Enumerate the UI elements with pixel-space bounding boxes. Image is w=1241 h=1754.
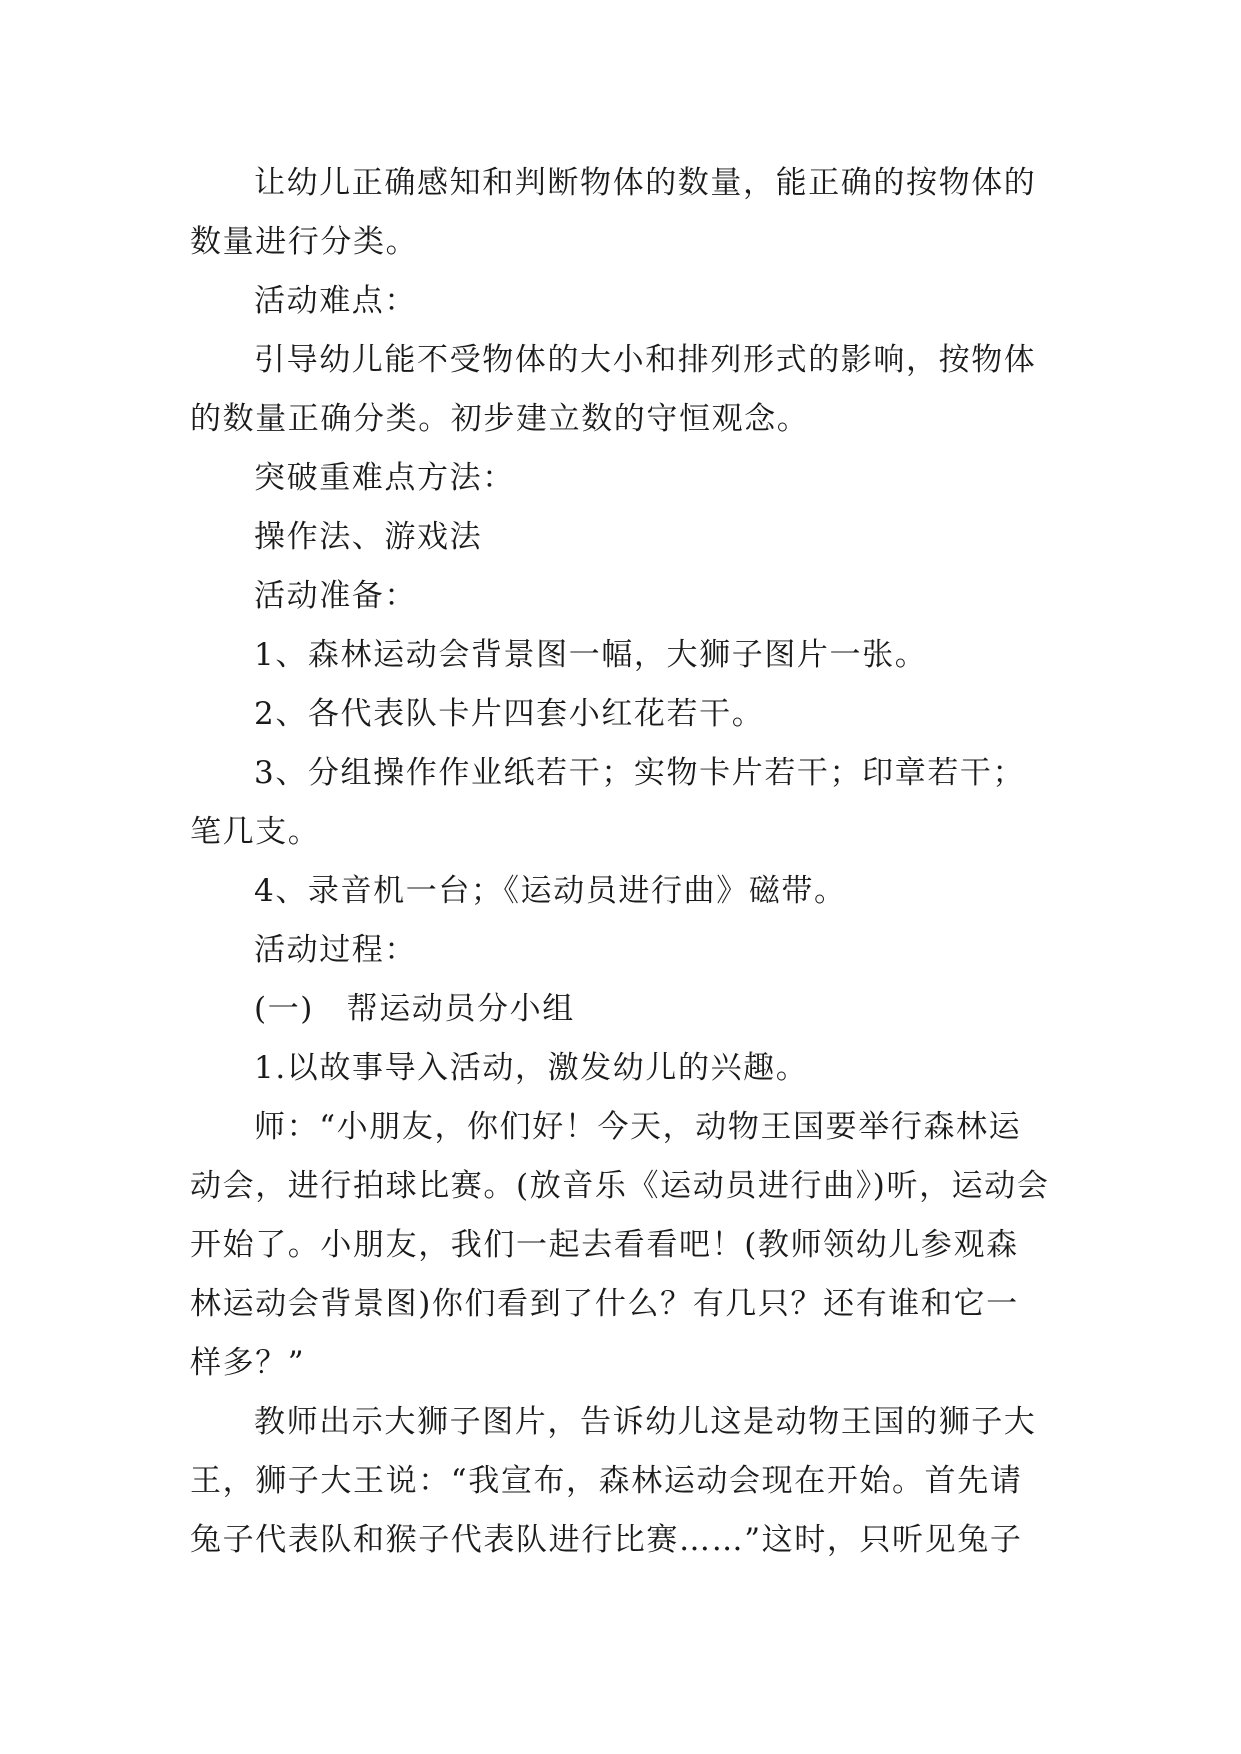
- subsection-heading: (一) 帮运动员分小组: [254, 991, 575, 1027]
- paragraph: 操作法、游戏法: [254, 519, 483, 555]
- paragraph: 师：“小朋友，你们好！今天，动物王国要举行森林运动会，进行拍球比赛。(放音乐《运动员进行曲》)听，运动会开始了。小朋友，我们一起去看看吧！(教师领幼儿参观森林运动会背景图)你们看到了什么？有几只？还有谁和它一样多？”: [190, 1109, 1050, 1381]
- section-heading: 活动准备：: [254, 578, 417, 614]
- paragraph: 教师出示大狮子图片，告诉幼儿这是动物王国的狮子大王，狮子大王说：“我宣布，森林运动会现在开始。首先请兔子代表队和猴子代表队进行比赛……”这时，只听见兔子: [190, 1404, 1037, 1558]
- section-heading: 活动过程：: [254, 932, 417, 968]
- section-heading: 突破重难点方法：: [254, 460, 515, 496]
- list-item: 2、各代表队卡片四套小红花若干。: [254, 696, 765, 732]
- section-heading: 活动难点：: [254, 283, 417, 319]
- paragraph: 让幼儿正确感知和判断物体的数量，能正确的按物体的数量进行分类。: [190, 165, 1037, 260]
- document-body: [190, 154, 1050, 1570]
- list-item: 3、分组操作作业纸若干；实物卡片若干；印章若干；笔几支。: [190, 755, 1026, 850]
- paragraph: 1.以故事导入活动，激发幼儿的兴趣。: [254, 1050, 809, 1086]
- list-item: 4、录音机一台；《运动员进行曲》磁带。: [254, 873, 847, 909]
- paragraph: 引导幼儿能不受物体的大小和排列形式的影响，按物体的数量正确分类。初步建立数的守恒观念。: [190, 342, 1037, 437]
- list-item: 1、森林运动会背景图一幅，大狮子图片一张。: [254, 637, 928, 673]
